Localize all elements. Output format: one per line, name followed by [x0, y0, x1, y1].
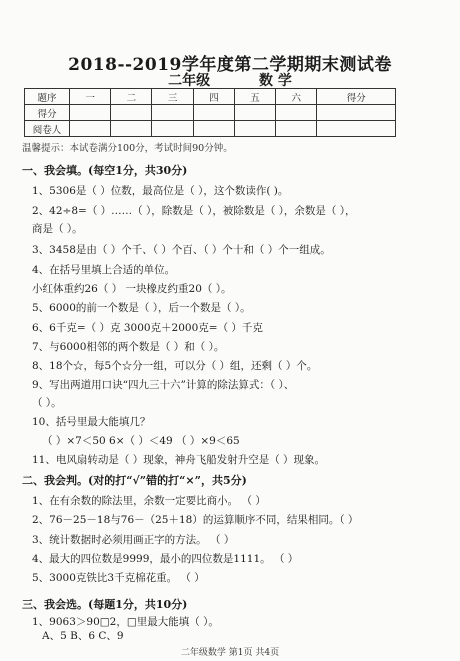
question-line: 2、76－25－18与76－（25＋18）的运算顺序不同，结果相同。（ ）: [32, 514, 359, 526]
score-col-3: 三: [152, 89, 193, 105]
question-line: 3、统计数据时必须用画正字的方法。 （ ）: [32, 534, 235, 546]
question-line: 1、5306是（ ）位数，最高位是（ ），这个数读作( )。: [32, 185, 289, 197]
score-cell[interactable]: [193, 121, 234, 137]
question-line: 9、写出两道用口诀“四九三十六”计算的除法算式：（ ）、: [32, 379, 295, 391]
score-col-2: 二: [111, 89, 152, 105]
score-row-label: 得分: [25, 105, 70, 121]
score-col-6: 六: [276, 89, 317, 105]
exam-title: 2018--2019学年度第二学期期末测试卷: [68, 55, 392, 75]
question-line: 1、在有余数的除法里，余数一定要比商小。 （ ）: [32, 495, 266, 507]
score-cell[interactable]: [111, 105, 152, 121]
score-row-label: 阅卷人: [25, 121, 70, 137]
question-line: 商是（ ）。: [32, 223, 83, 235]
question-line: （ ）×7＜50 6×（ ）＜49 （ ）×9＜65: [42, 435, 240, 447]
score-col-7: 得分: [317, 89, 396, 105]
score-cell[interactable]: [317, 121, 396, 137]
question-line: 4、最大的四位数是9999，最小的四位数是1111。 （ ）: [32, 553, 299, 565]
choice-options: A、5 B、6 C、9: [42, 630, 124, 642]
section3-heading: 三、我会选。(每题1分，共10分): [22, 598, 188, 611]
score-table-row: [25, 105, 396, 121]
question-line: 6、6千克=（ ）克 3000克＋2000克=（ ）千克: [32, 322, 263, 334]
question-line: 7、与6000相邻的两个数是（ ）和（ ）。: [32, 341, 225, 353]
section2-heading: 二、我会判。(对的打“√”错的打“×”，共5分): [22, 474, 247, 487]
score-cell[interactable]: [234, 105, 275, 121]
score-col-1: 一: [70, 89, 111, 105]
subject-label: 数 学: [259, 73, 292, 89]
score-cell[interactable]: [234, 121, 275, 137]
score-cell[interactable]: [317, 105, 396, 121]
score-cell[interactable]: [276, 105, 317, 121]
score-cell[interactable]: [70, 121, 111, 137]
question-line: 5、3000克铁比3千克棉花重。 （ ）: [32, 572, 205, 584]
question-line: 2、42÷8=（ ）……（ ），除数是（ ），被除数是（ ），余数是（ ），: [32, 205, 356, 217]
section1-heading: 一、我会填。(每空1分，共30分): [22, 164, 188, 177]
question-line: 1、9063＞90□2，□里最大能填（ ）。: [32, 616, 219, 628]
score-col-4: 四: [193, 89, 234, 105]
score-table-header-row: [25, 89, 396, 105]
score-cell[interactable]: [152, 105, 193, 121]
exam-subtitle: [0, 70, 460, 90]
score-table: [24, 88, 396, 137]
question-line: 8、18个☆，每5个☆分一组，可以分（ ）组，还剩（ ）个。: [32, 360, 318, 372]
question-line: 小红体重约26（ ） 一块橡皮约重20（ ）。: [32, 283, 232, 295]
score-cell[interactable]: [152, 121, 193, 137]
question-line: 11、电风扇转动是（ ）现象，神舟飞船发射升空是（ ）现象。: [32, 454, 326, 466]
score-cell[interactable]: [276, 121, 317, 137]
question-line: 3、3458是由（ ）个千、（ ）个百、（ ）个十和（ ）个一组成。: [32, 244, 331, 256]
score-cell[interactable]: [70, 105, 111, 121]
question-line: 4、在括号里填上合适的单位。: [32, 264, 176, 276]
exam-tip: 温馨提示：本试卷满分100分，考试时间90分钟。: [22, 143, 233, 154]
question-line: 5、6000的前一个数是（ ），后一个数是（ ）。: [32, 302, 251, 314]
score-col-5: 五: [234, 89, 275, 105]
page-footer: 二年级数学 第1页 共4页: [180, 648, 280, 658]
grade-label: 二年级: [168, 73, 211, 89]
score-table-row: [25, 121, 396, 137]
question-line: （ ）。: [32, 397, 62, 409]
score-cell[interactable]: [193, 105, 234, 121]
score-cell[interactable]: [111, 121, 152, 137]
score-col-0: 题序: [25, 89, 70, 105]
question-line: 10、括号里最大能填几？: [32, 416, 151, 428]
